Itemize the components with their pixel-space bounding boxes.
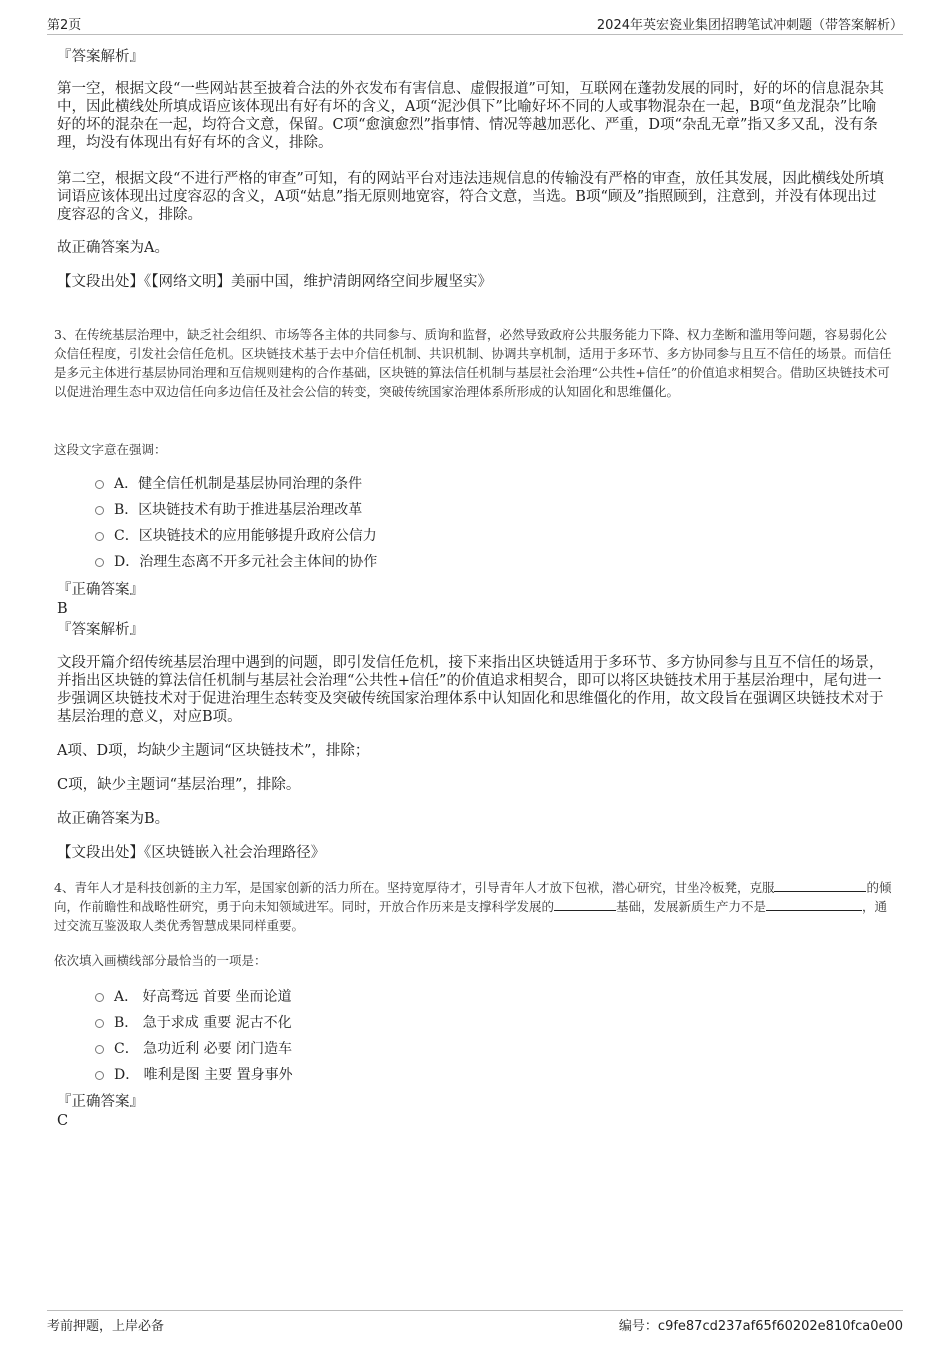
q2-analysis-label: 『答案解析』 — [57, 49, 144, 65]
q3-analysis-ad: A项、D项，均缺少主题词“区块链技术”，排除； — [57, 743, 370, 759]
q3-analysis: 文段开篇介绍传统基层治理中遇到的问题，即引发信任危机，接下来指出区块链适用于多环节、多方协同参与且互不信任的场景，并指出区块链的算法信任机制与基层社会治理“公共性+信任”的价值追求相契合，即可以将区块链技术用于基层治理中，尾句进一步强调区块链技术对于促进治理生态转变及突破传统国家治理体系中认知固化和思维僵化的作用，故文段旨在强调区块链技术对于基层治理的意义，对应B项。 — [57, 655, 884, 725]
footer-code: 编号：c9fe87cd237af65f60202e810fca0e00 — [618, 1319, 903, 1334]
page-footer — [47, 1310, 903, 1333]
q4-answer: C — [57, 1113, 69, 1129]
radio-icon[interactable] — [95, 1019, 104, 1028]
page-header — [47, 14, 903, 35]
q2-conclusion: 故正确答案为A。 — [57, 240, 169, 256]
radio-icon[interactable] — [95, 1045, 104, 1054]
q3-source: 【文段出处】《区块链嵌入社会治理路径》 — [57, 845, 326, 861]
q2-analysis-p2: 第二空，根据文段“不进行严格的审查”可知，有的网站平台对违法违规信息的传输没有严格的审查，放任其发展，因此横线处所填词语应该体现出过度容忍的含义，A项“姑息”指无原则地宽容，符合文意，当选。B项“顾及”指照顾到，注意到，并没有体现出过度容忍的含义，排除。 — [57, 171, 884, 223]
q4-option-b[interactable]: B． 急于求成 重要 泥古不化 — [95, 1010, 855, 1036]
q3-analysis-label: 『答案解析』 — [57, 622, 144, 638]
q3-option-c[interactable]: C．区块链技术的应用能够提升政府公信力 — [95, 523, 855, 549]
radio-icon[interactable] — [95, 1071, 104, 1080]
q3-option-a[interactable]: A．健全信任机制是基层协同治理的条件 — [95, 471, 855, 497]
q4-option-d[interactable]: D． 唯利是图 主要 置身事外 — [95, 1062, 855, 1088]
q3-answer-label: 『正确答案』 — [57, 582, 144, 598]
q3-answer: B — [57, 601, 68, 617]
q4-stem: 4、青年人才是科技创新的主力军，是国家创新的活力所在。坚持宽厚待才，引导青年人才放下包袱，潜心研究，甘坐冷板凳，克服 的倾向，作前瞻性和战略性研究，勇于向未知领域进军。同时，开放合作历来是支撑科学发展的 基础，发展新质生产力不是 ，通过交流互鉴汲取人类优秀智慧成果同样重要。 — [54, 880, 892, 933]
q4-answer-label: 『正确答案』 — [57, 1094, 144, 1110]
q3-conclusion: 故正确答案为B。 — [57, 811, 170, 827]
q3-stem: 3、在传统基层治理中，缺乏社会组织、市场等各主体的共同参与、质询和监督，必然导致政府公共服务能力下降、权力垄断和滥用等问题，容易弱化公众信任程度，引发社会信任危机。区块链技术基于去中介信任机制、共识机制、协调共享机制，适用于多环节、多方协同参与且互不信任的场景。而信任是多元主体进行基层协同治理和互信规则建构的合作基础，区块链的算法信任机制与基层社会治理“公共性+信任”的价值追求相契合。借助区块链技术可以促进治理生态中双边信任向多边信任及社会公信的转变，突破传统国家治理体系所形成的认知固化和思维僵化。 — [54, 327, 892, 399]
q3-options — [95, 471, 855, 575]
q3-prompt: 这段文字意在强调： — [54, 442, 167, 457]
footer-slogan: 考前押题，上岸必备 — [47, 1319, 165, 1334]
q4-option-c[interactable]: C． 急功近利 必要 闭门造车 — [95, 1036, 855, 1062]
blank-3[interactable] — [766, 898, 862, 911]
q3-option-b[interactable]: B．区块链技术有助于推进基层治理改革 — [95, 497, 855, 523]
q2-analysis-p1: 第一空，根据文段“一些网站甚至披着合法的外衣发布有害信息、虚假报道”可知，互联网在蓬勃发展的同时，好的坏的信息混杂其中，因此横线处所填成语应该体现出有好有坏的含义，A项“泥沙俱下”比喻好坏不同的人或事物混杂在一起，B项“鱼龙混杂”比喻好的坏的混杂在一起，均符合文意，保留。C项“愈演愈烈”指事情、情况等越加恶化、严重，D项“杂乱无章”指又多又乱，没有条理，均没有体现出有好有坏的含义，排除。 — [57, 81, 884, 151]
q4-options — [95, 984, 855, 1088]
radio-icon[interactable] — [95, 993, 104, 1002]
q4-prompt: 依次填入画横线部分最恰当的一项是： — [54, 953, 267, 968]
radio-icon[interactable] — [95, 558, 104, 567]
radio-icon[interactable] — [95, 506, 104, 515]
blank-1[interactable] — [774, 879, 866, 892]
document-title: 2024年英宏瓷业集团招聘笔试冲刺题（带答案解析） — [596, 18, 903, 33]
radio-icon[interactable] — [95, 532, 104, 541]
page-number: 第2页 — [47, 18, 82, 33]
q3-analysis-c: C项，缺少主题词“基层治理”，排除。 — [57, 777, 301, 793]
q2-source: 【文段出处】《【网络文明】美丽中国，维护清朗网络空间步履坚实》 — [57, 274, 492, 290]
q3-option-d[interactable]: D．治理生态离不开多元社会主体间的协作 — [95, 549, 855, 575]
q4-option-a[interactable]: A． 好高骛远 首要 坐而论道 — [95, 984, 855, 1010]
blank-2[interactable] — [554, 898, 616, 911]
radio-icon[interactable] — [95, 480, 104, 489]
